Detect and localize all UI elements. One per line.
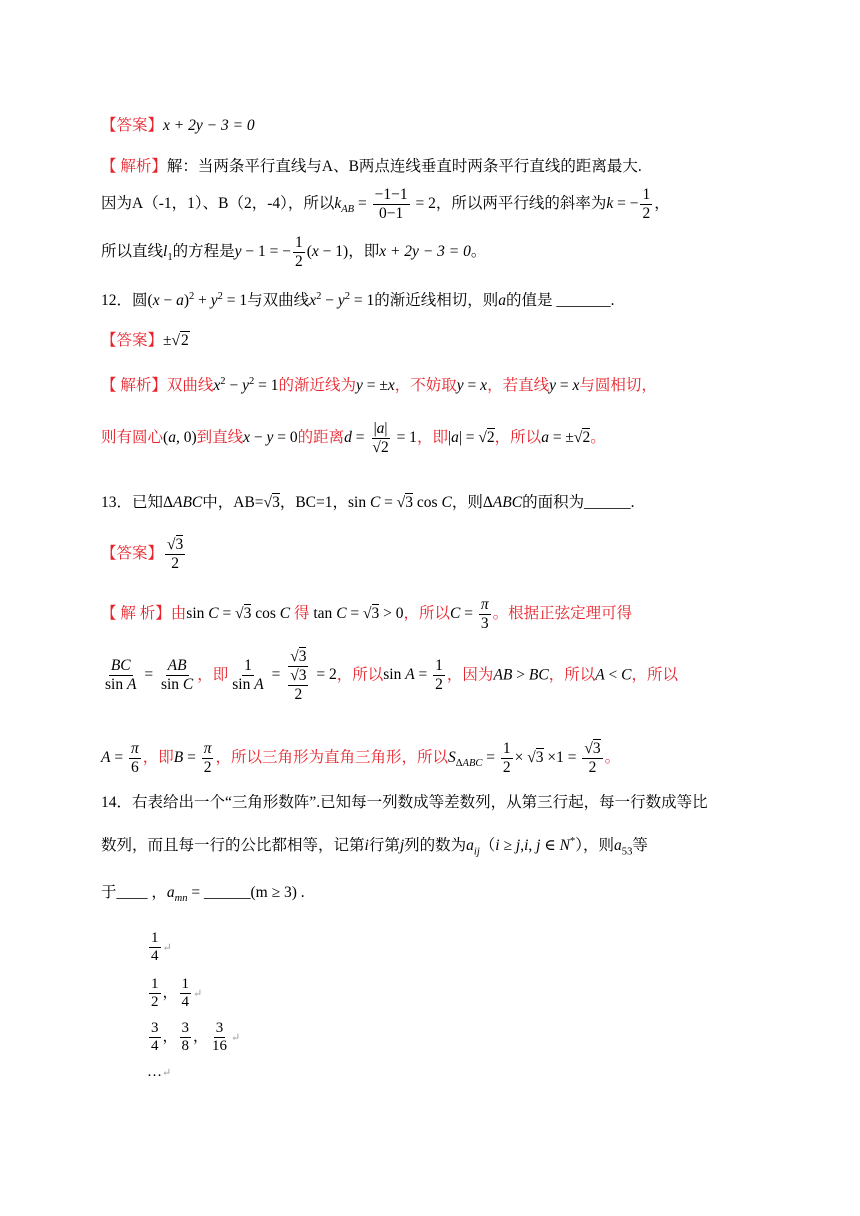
q12-analysis-line-1: 【 解析】双曲线$x^2 - y^2 = 1$的渐近线为y = ±x，不妨取y = x，若直线y = x与圆相切， [101, 376, 657, 395]
q14-l3c: (m ≥ 3) . [250, 884, 305, 901]
q13-question: 13．已知ΔABC中，AB=√3，BC=1，sin C = √3 cos C，则ΔABC的面积为______. [101, 494, 635, 511]
q11-answer-line [101, 117, 255, 136]
q13-a3b: ，所以三角形为直角三角形，所以 [215, 748, 448, 766]
q14-line-3: 于____ ，$a_{mn}$ = ______(m ≥ 3) . [101, 884, 305, 905]
answer-label: 【答案】 [101, 117, 164, 134]
triangle-entry: $\frac{3}{16}$ [212, 1020, 228, 1055]
q12-analysis-line-2: 则有圆心(a, 0)到直线x − y = 0的距离d = $\frac{|a|}{√2}$ = 1，即|a| = √2，所以a = ±√2。 [101, 420, 606, 456]
q11-answer: x + 2y − 3 = 0 [163, 117, 255, 134]
analysis-label: 【 解析】 [101, 158, 167, 175]
q13-a3c: 。 [604, 748, 621, 766]
q14-l2a: 数列，而且每一行的公比都相等，记第 [101, 837, 365, 855]
q12-a1c: ，不妨取 [394, 377, 457, 395]
q14-l3a: 于____ ， [101, 884, 167, 901]
q11-analysis-3a: 所以直线 [101, 242, 164, 260]
q11-analysis-text: 解：当两条平行直线与A、B两点连线垂直时两条平行直线的距离最大. [166, 158, 642, 175]
triangle-row-1 [147, 930, 172, 966]
answer-label: 【答案】 [101, 544, 164, 562]
q12-a2e: ，所以 [494, 428, 542, 446]
q13-q-c: ，BC=1， [279, 494, 348, 511]
triangle-entry: $\frac{1}{2}$ [151, 976, 159, 1011]
q11-analysis-line-3: 所以直线$l_1$的方程是y − 1 = − $\frac{1}{2}$ (x − 1)，即x + 2y − 3 = 0。 [101, 234, 487, 270]
q14-l2c: 列的数为 [404, 837, 467, 855]
q13-a2d: ，所以 [548, 666, 596, 684]
q13-analysis-line-3: A = $\frac{\pi}{6}$ ，即B = $\frac{\pi}{2}$ ，所以三角形为直角三角形，所以$S_{\Delta ABC}$ = $\frac{1}{2}$ × √3 ×1 = $\frac{√3}{2}$ 。 [101, 740, 621, 776]
q13-analysis-line-2: $\frac{BC}{\text{sin A}}$ = $\frac{AB}{\text{sin C}}$ ，即 $\frac{1}{\text{sin A}}$ = $\frac{√3}{\frac{√3}{2}}$ = 2，所以sin A = $\frac{1}{2}$ ，因为AB > BC，所以A < C，所以 [105, 648, 679, 703]
return-mark: ↵ [231, 1032, 241, 1045]
q12-q-c: 的渐近线相切，则 [374, 292, 499, 310]
q12-a2d: ，即 [416, 428, 448, 446]
answer-label: 【答案】 [101, 332, 164, 349]
q11-final-equation: x + 2y − 3 = 0 [379, 242, 471, 260]
q12-question: 12．圆$(x - a)^2 + y^2 = 1$与双曲线$x^2 - y^2 = 1$的渐近线相切，则a的值是 _______. [101, 291, 615, 310]
q14-line-1: 14．右表给出一个“三角形数阵”.已知每一列数成等差数列，从第三行起，每一行数成等比 [101, 794, 708, 811]
q13-q-e: 的面积为______. [522, 494, 635, 511]
q12-a1d: ，若直线 [487, 377, 550, 395]
q13-q-d: ，则 [451, 494, 483, 511]
q14-l2f: 等 [632, 837, 648, 855]
q12-a2b: 到直线 [196, 428, 244, 446]
q12-number: 12．圆 [101, 292, 148, 310]
q11-slope-fraction: $\frac{-1-1}{0-1}$ [374, 186, 408, 222]
q14-line-2: 数列，而且每一行的公比都相等，记第i行第j列的数为$a_{ij}(i \ge j,i$, j ∈ N*），则$a_{53}$等 [101, 836, 648, 858]
analysis-label: 【 解 析】 [101, 604, 171, 622]
q14-l2e: ），则 [575, 837, 615, 855]
analysis-label: 【 解析】 [101, 377, 167, 395]
q13-a2b: ，所以 [336, 666, 384, 684]
triangle-entry: $\frac{3}{4}$ [151, 1020, 159, 1055]
q11-analysis-line-1 [101, 158, 642, 177]
q12-q-b: 与双曲线 [247, 292, 310, 310]
q14-l2b: 行第 [368, 837, 400, 855]
q11-analysis-3c: ，即 [348, 242, 380, 260]
q12-a1e: 与圆相切， [579, 377, 657, 395]
q13-a1d: 。根据正弦定理可得 [492, 604, 633, 622]
triangle-row-2: $\frac{1}{2}$ ， $\frac{1}{4}$ ↵ [151, 976, 203, 1011]
q13-a3a: ，即 [142, 748, 174, 766]
q14-l3b: = ______ [191, 884, 251, 901]
q13-analysis-line-1: 【 解 析】由sin C = √3 cos C 得 tan C = √3 > 0，所以C = $\frac{\pi}{3}$ 。根据正弦定理可得 [101, 596, 633, 632]
q13-a1a: 由 [170, 604, 187, 622]
q12-a2f: 。 [590, 428, 606, 446]
q13-a2e: ，所以 [631, 666, 679, 684]
q13-a2a: ，即 [197, 666, 229, 684]
q11-analysis-line-2: 因为A（-1，1）、B（2，-4），所以$k_{AB}$ = $\frac{-1-1}{0-1}$ = 2，所以两平行线的斜率为k = − $\frac{1}{2}$ ， [101, 186, 670, 222]
triangle-entry: $\frac{3}{8}$ [181, 1020, 190, 1055]
q13-q-b: 中，AB= [202, 494, 264, 511]
q11-k-fraction: $\frac{1}{2}$ [642, 186, 651, 222]
q13-a2c: ，因为 [446, 666, 494, 684]
q12-answer-line: 【答案】±√2 [101, 332, 189, 349]
q11-analysis-3b: 的方程是 [172, 242, 235, 260]
triangle-entry: $\frac{1}{4}$ [181, 976, 190, 1011]
return-mark: ↵ [162, 1067, 172, 1079]
q11-period: 。 [470, 242, 487, 260]
q14-l2d: （ [479, 837, 496, 855]
q12-a1b: 的渐近线为 [278, 377, 356, 395]
triangle-ellipsis-row [147, 1064, 171, 1081]
triangle-row-3: $\frac{3}{4}$ ， $\frac{3}{8}$ ， $\frac{3}{16}$ ↵ [151, 1020, 241, 1055]
q12-a2a: 则有圆心 [101, 428, 164, 446]
q13-number: 13．已知 [101, 494, 164, 511]
q12-q-d: 的值是 _______. [506, 292, 615, 310]
q12-a1a: 双曲线 [166, 377, 214, 395]
q13-answer-line: 【答案】 $\frac{√3}{2}$ [101, 536, 184, 572]
return-mark: ↵ [162, 942, 172, 955]
q13-a1b: 得 [293, 604, 310, 622]
q11-analysis-2b: = 2，所以两平行线的斜率为 [415, 194, 607, 212]
q12-a2c: 的距离 [297, 428, 345, 446]
q13-a1c: ，所以 [403, 604, 451, 622]
triangle-entry: $\frac{1}{4}$ [151, 930, 159, 965]
triangle-ellipsis: … [147, 1064, 162, 1080]
return-mark: ↵ [193, 988, 203, 1001]
q11-analysis-2a: 因为A（-1，1）、B（2，-4），所以 [101, 194, 335, 212]
